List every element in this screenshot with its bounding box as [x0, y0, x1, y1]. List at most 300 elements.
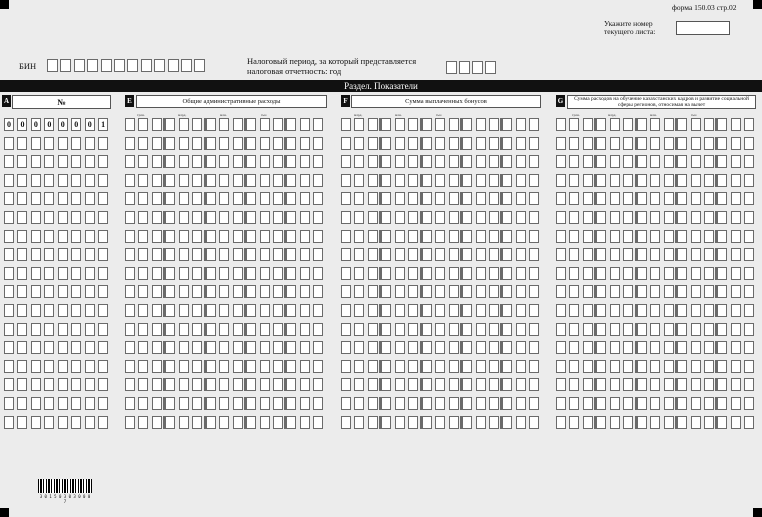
admin-expenses-digit-input[interactable]: [179, 397, 189, 410]
bonuses-digit-input[interactable]: [408, 211, 418, 224]
number-digit-input[interactable]: [85, 285, 95, 298]
admin-expenses-digit-input[interactable]: [152, 397, 162, 410]
number-digit-input[interactable]: [58, 341, 68, 354]
training-expenses-digit-input[interactable]: [704, 416, 714, 429]
bonuses-digit-input[interactable]: [381, 341, 391, 354]
bonuses-digit-input[interactable]: [502, 137, 512, 150]
training-expenses-digit-input[interactable]: [556, 285, 566, 298]
bonuses-digit-input[interactable]: [516, 378, 526, 391]
admin-expenses-digit-input[interactable]: [125, 137, 135, 150]
bonuses-digit-input[interactable]: [395, 378, 405, 391]
bin-digit-input[interactable]: [154, 59, 165, 72]
bonuses-digit-input[interactable]: [502, 118, 512, 131]
admin-expenses-digit-input[interactable]: [313, 267, 323, 280]
training-expenses-digit-input[interactable]: [731, 378, 741, 391]
number-digit-input[interactable]: [85, 416, 95, 429]
bonuses-digit-input[interactable]: [368, 248, 378, 261]
admin-expenses-digit-input[interactable]: [138, 230, 148, 243]
number-digit-input[interactable]: [31, 360, 41, 373]
admin-expenses-digit-input[interactable]: [246, 341, 256, 354]
training-expenses-digit-input[interactable]: [691, 137, 701, 150]
bonuses-digit-input[interactable]: [489, 248, 499, 261]
number-digit-input[interactable]: [71, 192, 81, 205]
bonuses-digit-input[interactable]: [489, 174, 499, 187]
admin-expenses-digit-input[interactable]: [219, 416, 229, 429]
bonuses-digit-input[interactable]: [381, 416, 391, 429]
admin-expenses-digit-input[interactable]: [313, 192, 323, 205]
bonuses-digit-input[interactable]: [449, 267, 459, 280]
number-digit-input[interactable]: 0: [58, 118, 68, 131]
number-digit-input[interactable]: [4, 304, 14, 317]
bonuses-digit-input[interactable]: [368, 192, 378, 205]
year-digit-input[interactable]: [446, 61, 457, 74]
number-digit-input[interactable]: [58, 137, 68, 150]
admin-expenses-digit-input[interactable]: [260, 323, 270, 336]
bonuses-digit-input[interactable]: [529, 155, 539, 168]
training-expenses-digit-input[interactable]: [637, 378, 647, 391]
training-expenses-digit-input[interactable]: [664, 230, 674, 243]
bonuses-digit-input[interactable]: [449, 285, 459, 298]
admin-expenses-digit-input[interactable]: [179, 378, 189, 391]
admin-expenses-digit-input[interactable]: [179, 285, 189, 298]
number-digit-input[interactable]: [58, 230, 68, 243]
training-expenses-digit-input[interactable]: [717, 248, 727, 261]
admin-expenses-digit-input[interactable]: [125, 341, 135, 354]
training-expenses-digit-input[interactable]: [731, 397, 741, 410]
bonuses-digit-input[interactable]: [529, 397, 539, 410]
bonuses-digit-input[interactable]: [381, 155, 391, 168]
admin-expenses-digit-input[interactable]: [219, 248, 229, 261]
training-expenses-digit-input[interactable]: [650, 360, 660, 373]
bonuses-digit-input[interactable]: [529, 211, 539, 224]
bonuses-digit-input[interactable]: [502, 248, 512, 261]
bonuses-digit-input[interactable]: [395, 192, 405, 205]
training-expenses-digit-input[interactable]: [556, 267, 566, 280]
admin-expenses-digit-input[interactable]: [286, 341, 296, 354]
admin-expenses-digit-input[interactable]: [219, 211, 229, 224]
admin-expenses-digit-input[interactable]: [233, 211, 243, 224]
bonuses-digit-input[interactable]: [341, 211, 351, 224]
training-expenses-digit-input[interactable]: [596, 174, 606, 187]
admin-expenses-digit-input[interactable]: [152, 323, 162, 336]
training-expenses-digit-input[interactable]: [664, 416, 674, 429]
training-expenses-digit-input[interactable]: [596, 155, 606, 168]
number-digit-input[interactable]: [85, 341, 95, 354]
bonuses-digit-input[interactable]: [354, 267, 364, 280]
bonuses-digit-input[interactable]: [422, 378, 432, 391]
admin-expenses-digit-input[interactable]: [286, 248, 296, 261]
admin-expenses-digit-input[interactable]: [192, 341, 202, 354]
bonuses-digit-input[interactable]: [381, 378, 391, 391]
year-digit-input[interactable]: [472, 61, 483, 74]
training-expenses-digit-input[interactable]: [583, 174, 593, 187]
training-expenses-digit-input[interactable]: [677, 416, 687, 429]
training-expenses-digit-input[interactable]: [664, 267, 674, 280]
bonuses-digit-input[interactable]: [476, 211, 486, 224]
bonuses-digit-input[interactable]: [408, 416, 418, 429]
training-expenses-digit-input[interactable]: [556, 248, 566, 261]
number-digit-input[interactable]: [58, 360, 68, 373]
number-digit-input[interactable]: [4, 323, 14, 336]
admin-expenses-digit-input[interactable]: [152, 304, 162, 317]
admin-expenses-digit-input[interactable]: [300, 230, 310, 243]
number-digit-input[interactable]: [71, 248, 81, 261]
admin-expenses-digit-input[interactable]: [125, 323, 135, 336]
number-digit-input[interactable]: [31, 192, 41, 205]
bonuses-digit-input[interactable]: [462, 378, 472, 391]
admin-expenses-digit-input[interactable]: [138, 211, 148, 224]
admin-expenses-digit-input[interactable]: [273, 211, 283, 224]
training-expenses-digit-input[interactable]: [744, 192, 754, 205]
admin-expenses-digit-input[interactable]: [246, 211, 256, 224]
training-expenses-digit-input[interactable]: [583, 118, 593, 131]
training-expenses-digit-input[interactable]: [556, 323, 566, 336]
bonuses-digit-input[interactable]: [368, 174, 378, 187]
bonuses-digit-input[interactable]: [341, 416, 351, 429]
training-expenses-digit-input[interactable]: [623, 267, 633, 280]
admin-expenses-digit-input[interactable]: [192, 416, 202, 429]
bonuses-digit-input[interactable]: [516, 397, 526, 410]
admin-expenses-digit-input[interactable]: [192, 378, 202, 391]
admin-expenses-digit-input[interactable]: [179, 211, 189, 224]
training-expenses-digit-input[interactable]: [596, 192, 606, 205]
admin-expenses-digit-input[interactable]: [233, 378, 243, 391]
training-expenses-digit-input[interactable]: [664, 341, 674, 354]
admin-expenses-digit-input[interactable]: [246, 137, 256, 150]
admin-expenses-digit-input[interactable]: [233, 118, 243, 131]
number-digit-input[interactable]: [17, 230, 27, 243]
bonuses-digit-input[interactable]: [341, 378, 351, 391]
number-digit-input[interactable]: [58, 174, 68, 187]
training-expenses-digit-input[interactable]: [569, 137, 579, 150]
training-expenses-digit-input[interactable]: [637, 155, 647, 168]
admin-expenses-digit-input[interactable]: [179, 360, 189, 373]
bonuses-digit-input[interactable]: [381, 137, 391, 150]
training-expenses-digit-input[interactable]: [637, 360, 647, 373]
bonuses-digit-input[interactable]: [529, 323, 539, 336]
bonuses-digit-input[interactable]: [435, 118, 445, 131]
admin-expenses-digit-input[interactable]: [260, 118, 270, 131]
training-expenses-digit-input[interactable]: [610, 416, 620, 429]
number-digit-input[interactable]: [71, 323, 81, 336]
training-expenses-digit-input[interactable]: [650, 230, 660, 243]
admin-expenses-digit-input[interactable]: [179, 230, 189, 243]
bonuses-digit-input[interactable]: [368, 416, 378, 429]
admin-expenses-digit-input[interactable]: [206, 230, 216, 243]
training-expenses-digit-input[interactable]: [596, 230, 606, 243]
admin-expenses-digit-input[interactable]: [286, 267, 296, 280]
bonuses-digit-input[interactable]: [529, 174, 539, 187]
training-expenses-digit-input[interactable]: [637, 267, 647, 280]
training-expenses-digit-input[interactable]: [664, 304, 674, 317]
admin-expenses-digit-input[interactable]: [138, 137, 148, 150]
bonuses-digit-input[interactable]: [422, 304, 432, 317]
admin-expenses-digit-input[interactable]: [192, 155, 202, 168]
admin-expenses-digit-input[interactable]: [125, 267, 135, 280]
training-expenses-digit-input[interactable]: [677, 323, 687, 336]
admin-expenses-digit-input[interactable]: [138, 267, 148, 280]
admin-expenses-digit-input[interactable]: [125, 174, 135, 187]
number-digit-input[interactable]: [85, 378, 95, 391]
admin-expenses-digit-input[interactable]: [138, 378, 148, 391]
admin-expenses-digit-input[interactable]: [192, 192, 202, 205]
training-expenses-digit-input[interactable]: [583, 285, 593, 298]
training-expenses-digit-input[interactable]: [583, 155, 593, 168]
bonuses-digit-input[interactable]: [381, 304, 391, 317]
admin-expenses-digit-input[interactable]: [165, 397, 175, 410]
bin-digit-input[interactable]: [181, 59, 192, 72]
number-digit-input[interactable]: [71, 155, 81, 168]
admin-expenses-digit-input[interactable]: [286, 397, 296, 410]
training-expenses-digit-input[interactable]: [664, 285, 674, 298]
admin-expenses-digit-input[interactable]: [286, 155, 296, 168]
bonuses-digit-input[interactable]: [462, 416, 472, 429]
training-expenses-digit-input[interactable]: [664, 137, 674, 150]
number-digit-input[interactable]: [4, 267, 14, 280]
bin-digit-input[interactable]: [114, 59, 125, 72]
admin-expenses-digit-input[interactable]: [165, 323, 175, 336]
training-expenses-digit-input[interactable]: [583, 230, 593, 243]
admin-expenses-digit-input[interactable]: [313, 416, 323, 429]
training-expenses-digit-input[interactable]: [677, 118, 687, 131]
bonuses-digit-input[interactable]: [489, 192, 499, 205]
admin-expenses-digit-input[interactable]: [152, 118, 162, 131]
bonuses-digit-input[interactable]: [341, 341, 351, 354]
admin-expenses-digit-input[interactable]: [192, 248, 202, 261]
admin-expenses-digit-input[interactable]: [219, 155, 229, 168]
training-expenses-digit-input[interactable]: [596, 341, 606, 354]
number-digit-input[interactable]: [85, 155, 95, 168]
bonuses-digit-input[interactable]: [462, 211, 472, 224]
bonuses-digit-input[interactable]: [476, 267, 486, 280]
training-expenses-digit-input[interactable]: [623, 416, 633, 429]
admin-expenses-digit-input[interactable]: [219, 323, 229, 336]
bonuses-digit-input[interactable]: [476, 360, 486, 373]
bonuses-digit-input[interactable]: [354, 211, 364, 224]
training-expenses-digit-input[interactable]: [569, 118, 579, 131]
admin-expenses-digit-input[interactable]: [260, 267, 270, 280]
admin-expenses-digit-input[interactable]: [165, 360, 175, 373]
training-expenses-digit-input[interactable]: [664, 248, 674, 261]
training-expenses-digit-input[interactable]: [744, 248, 754, 261]
admin-expenses-digit-input[interactable]: [152, 378, 162, 391]
admin-expenses-digit-input[interactable]: [192, 174, 202, 187]
training-expenses-digit-input[interactable]: [569, 267, 579, 280]
admin-expenses-digit-input[interactable]: [206, 155, 216, 168]
admin-expenses-digit-input[interactable]: [286, 285, 296, 298]
bonuses-digit-input[interactable]: [408, 267, 418, 280]
training-expenses-digit-input[interactable]: [691, 267, 701, 280]
training-expenses-digit-input[interactable]: [556, 192, 566, 205]
training-expenses-digit-input[interactable]: [556, 378, 566, 391]
sheet-number-input[interactable]: [676, 21, 730, 35]
training-expenses-digit-input[interactable]: [691, 378, 701, 391]
training-expenses-digit-input[interactable]: [623, 192, 633, 205]
admin-expenses-digit-input[interactable]: [300, 192, 310, 205]
bonuses-digit-input[interactable]: [408, 174, 418, 187]
admin-expenses-digit-input[interactable]: [219, 267, 229, 280]
bonuses-digit-input[interactable]: [476, 230, 486, 243]
number-digit-input[interactable]: [71, 341, 81, 354]
bonuses-digit-input[interactable]: [489, 323, 499, 336]
training-expenses-digit-input[interactable]: [677, 230, 687, 243]
number-digit-input[interactable]: [31, 267, 41, 280]
number-digit-input[interactable]: [98, 378, 108, 391]
bonuses-digit-input[interactable]: [435, 155, 445, 168]
training-expenses-digit-input[interactable]: [637, 323, 647, 336]
number-digit-input[interactable]: [17, 378, 27, 391]
number-digit-input[interactable]: [31, 211, 41, 224]
bonuses-digit-input[interactable]: [354, 137, 364, 150]
admin-expenses-digit-input[interactable]: [246, 397, 256, 410]
training-expenses-digit-input[interactable]: [596, 248, 606, 261]
training-expenses-digit-input[interactable]: [650, 304, 660, 317]
admin-expenses-digit-input[interactable]: [300, 285, 310, 298]
bonuses-digit-input[interactable]: [354, 323, 364, 336]
number-digit-input[interactable]: [85, 397, 95, 410]
bonuses-digit-input[interactable]: [354, 378, 364, 391]
admin-expenses-digit-input[interactable]: [165, 248, 175, 261]
training-expenses-digit-input[interactable]: [637, 248, 647, 261]
bonuses-digit-input[interactable]: [368, 397, 378, 410]
admin-expenses-digit-input[interactable]: [273, 137, 283, 150]
number-digit-input[interactable]: [98, 323, 108, 336]
bonuses-digit-input[interactable]: [502, 304, 512, 317]
training-expenses-digit-input[interactable]: [556, 304, 566, 317]
training-expenses-digit-input[interactable]: [677, 137, 687, 150]
admin-expenses-digit-input[interactable]: [165, 211, 175, 224]
training-expenses-digit-input[interactable]: [637, 174, 647, 187]
training-expenses-digit-input[interactable]: [677, 211, 687, 224]
admin-expenses-digit-input[interactable]: [300, 360, 310, 373]
admin-expenses-digit-input[interactable]: [246, 267, 256, 280]
bonuses-digit-input[interactable]: [462, 137, 472, 150]
admin-expenses-digit-input[interactable]: [246, 360, 256, 373]
number-digit-input[interactable]: [44, 323, 54, 336]
number-digit-input[interactable]: [17, 192, 27, 205]
admin-expenses-digit-input[interactable]: [206, 341, 216, 354]
admin-expenses-digit-input[interactable]: [300, 137, 310, 150]
training-expenses-digit-input[interactable]: [744, 118, 754, 131]
admin-expenses-digit-input[interactable]: [273, 155, 283, 168]
number-digit-input[interactable]: [17, 211, 27, 224]
number-digit-input[interactable]: [71, 137, 81, 150]
bonuses-digit-input[interactable]: [341, 267, 351, 280]
training-expenses-digit-input[interactable]: [583, 397, 593, 410]
training-expenses-digit-input[interactable]: [596, 137, 606, 150]
admin-expenses-digit-input[interactable]: [246, 230, 256, 243]
training-expenses-digit-input[interactable]: [704, 155, 714, 168]
training-expenses-digit-input[interactable]: [623, 211, 633, 224]
training-expenses-digit-input[interactable]: [677, 192, 687, 205]
admin-expenses-digit-input[interactable]: [313, 323, 323, 336]
bonuses-digit-input[interactable]: [516, 174, 526, 187]
admin-expenses-digit-input[interactable]: [260, 230, 270, 243]
bonuses-digit-input[interactable]: [422, 341, 432, 354]
bin-digit-input[interactable]: [101, 59, 112, 72]
admin-expenses-digit-input[interactable]: [260, 360, 270, 373]
training-expenses-digit-input[interactable]: [623, 137, 633, 150]
number-digit-input[interactable]: [85, 174, 95, 187]
admin-expenses-digit-input[interactable]: [192, 137, 202, 150]
bonuses-digit-input[interactable]: [354, 416, 364, 429]
admin-expenses-digit-input[interactable]: [260, 378, 270, 391]
admin-expenses-digit-input[interactable]: [179, 323, 189, 336]
admin-expenses-digit-input[interactable]: [125, 285, 135, 298]
number-digit-input[interactable]: [58, 416, 68, 429]
training-expenses-digit-input[interactable]: [691, 285, 701, 298]
training-expenses-digit-input[interactable]: [744, 378, 754, 391]
bonuses-digit-input[interactable]: [529, 248, 539, 261]
admin-expenses-digit-input[interactable]: [206, 397, 216, 410]
number-digit-input[interactable]: [85, 267, 95, 280]
bonuses-digit-input[interactable]: [368, 378, 378, 391]
bonuses-digit-input[interactable]: [462, 323, 472, 336]
admin-expenses-digit-input[interactable]: [260, 155, 270, 168]
bonuses-digit-input[interactable]: [422, 323, 432, 336]
bonuses-digit-input[interactable]: [408, 360, 418, 373]
admin-expenses-digit-input[interactable]: [260, 341, 270, 354]
training-expenses-digit-input[interactable]: [691, 323, 701, 336]
admin-expenses-digit-input[interactable]: [219, 378, 229, 391]
bonuses-digit-input[interactable]: [449, 174, 459, 187]
training-expenses-digit-input[interactable]: [677, 304, 687, 317]
admin-expenses-digit-input[interactable]: [192, 304, 202, 317]
admin-expenses-digit-input[interactable]: [233, 341, 243, 354]
training-expenses-digit-input[interactable]: [569, 378, 579, 391]
admin-expenses-digit-input[interactable]: [138, 118, 148, 131]
bonuses-digit-input[interactable]: [502, 155, 512, 168]
year-digit-input[interactable]: [485, 61, 496, 74]
training-expenses-digit-input[interactable]: [637, 137, 647, 150]
training-expenses-digit-input[interactable]: [704, 341, 714, 354]
number-digit-input[interactable]: [85, 230, 95, 243]
number-digit-input[interactable]: [17, 397, 27, 410]
number-digit-input[interactable]: [98, 137, 108, 150]
admin-expenses-digit-input[interactable]: [260, 397, 270, 410]
admin-expenses-digit-input[interactable]: [233, 360, 243, 373]
bonuses-digit-input[interactable]: [395, 304, 405, 317]
number-digit-input[interactable]: [98, 155, 108, 168]
bonuses-digit-input[interactable]: [476, 378, 486, 391]
bonuses-digit-input[interactable]: [476, 397, 486, 410]
number-digit-input[interactable]: [31, 285, 41, 298]
bin-digit-input[interactable]: [141, 59, 152, 72]
bonuses-digit-input[interactable]: [529, 230, 539, 243]
number-digit-input[interactable]: [17, 174, 27, 187]
admin-expenses-digit-input[interactable]: [219, 118, 229, 131]
bonuses-digit-input[interactable]: [489, 341, 499, 354]
admin-expenses-digit-input[interactable]: [233, 397, 243, 410]
admin-expenses-digit-input[interactable]: [152, 155, 162, 168]
number-digit-input[interactable]: 0: [44, 118, 54, 131]
admin-expenses-digit-input[interactable]: [233, 155, 243, 168]
admin-expenses-digit-input[interactable]: [165, 118, 175, 131]
training-expenses-digit-input[interactable]: [556, 341, 566, 354]
training-expenses-digit-input[interactable]: [704, 230, 714, 243]
bonuses-digit-input[interactable]: [368, 211, 378, 224]
bonuses-digit-input[interactable]: [529, 304, 539, 317]
number-digit-input[interactable]: [58, 304, 68, 317]
number-digit-input[interactable]: [98, 192, 108, 205]
number-digit-input[interactable]: [58, 155, 68, 168]
number-digit-input[interactable]: [71, 267, 81, 280]
bonuses-digit-input[interactable]: [368, 155, 378, 168]
training-expenses-digit-input[interactable]: [677, 341, 687, 354]
admin-expenses-digit-input[interactable]: [179, 118, 189, 131]
admin-expenses-digit-input[interactable]: [260, 192, 270, 205]
bin-digit-input[interactable]: [194, 59, 205, 72]
